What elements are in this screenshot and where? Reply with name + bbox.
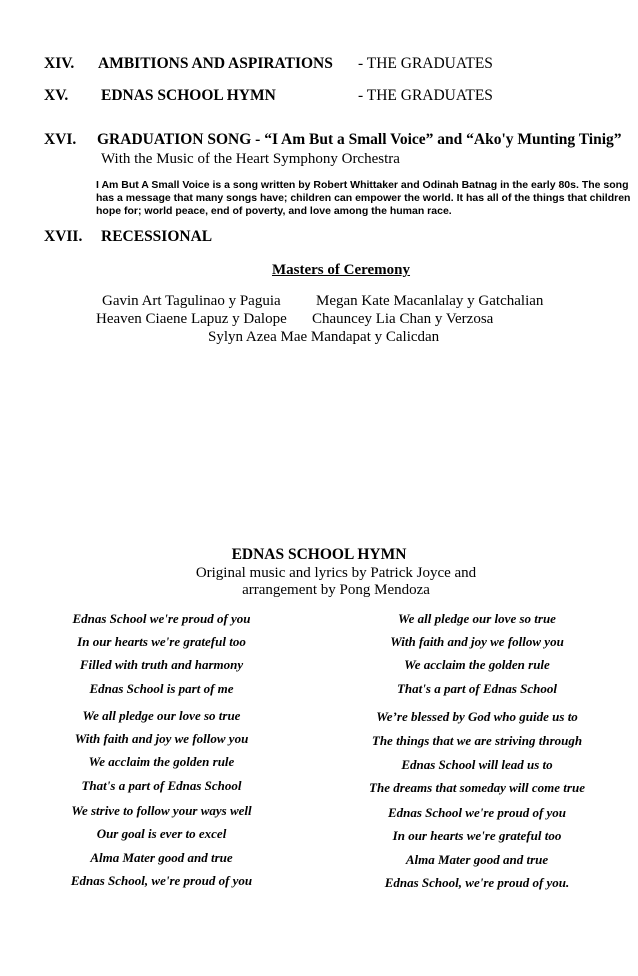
lyric-line: Ednas School will lead us to: [401, 757, 553, 772]
lyric-line: We all pledge our love so true: [82, 708, 241, 723]
lyric-line: We all pledge our love so true: [398, 611, 556, 626]
lyric-line: We acclaim the golden rule: [404, 657, 550, 672]
lyric-line: We strive to follow your ways well: [71, 803, 252, 818]
lyric-line: Filled with truth and harmony: [79, 657, 244, 672]
master-name: Chauncey Lia Chan y Verzosa: [312, 311, 494, 327]
program-num-14: XIV.: [44, 55, 75, 72]
program-performer-15: - THE GRADUATES: [358, 87, 493, 104]
lyric-line: That's a part of Ednas School: [81, 778, 242, 793]
lyric-line: Ednas School is part of me: [89, 681, 234, 696]
lyric-line: Ednas School we're proud of you: [387, 805, 567, 820]
program-title-15: EDNAS SCHOOL HYMN: [101, 87, 276, 104]
hymn-credit-line-1: Original music and lyrics by Patrick Joyce and: [195, 565, 477, 581]
program-num-17: XVII.: [44, 228, 83, 245]
master-name: Gavin Art Tagulinao y Paguia: [102, 293, 281, 309]
program-num-15: XV.: [44, 87, 69, 104]
master-name: Heaven Ciaene Lapuz y Dalope: [96, 311, 287, 327]
hymn-credit-line-2: arrangement by Pong Mendoza: [242, 582, 430, 598]
lyric-line: The things that we are striving through: [371, 733, 583, 748]
program-performer-14: - THE GRADUATES: [358, 55, 493, 72]
lyric-line: We’re blessed by God who guide us to: [376, 709, 578, 724]
song-note-line-1: I Am But A Small Voice is a song written by Robert Whittaker and Odinah Batnag in the early 80s. The song: [96, 179, 629, 191]
lyric-line: Alma Mater good and true: [90, 850, 233, 865]
hymn-title: EDNAS SCHOOL HYMN: [231, 546, 407, 563]
lyric-line: In our hearts we're grateful too: [77, 634, 246, 649]
lyric-line: In our hearts we're grateful too: [392, 828, 562, 843]
lyric-line: Ednas School we're proud of you: [72, 611, 251, 626]
program-num-16: XVI.: [44, 131, 77, 148]
lyric-line: We acclaim the golden rule: [88, 754, 235, 769]
lyric-line: Ednas School, we're proud of you: [70, 873, 253, 888]
master-name: Sylyn Azea Mae Mandapat y Calicdan: [208, 329, 440, 345]
lyric-line: That's a part of Ednas School: [396, 681, 557, 696]
lyric-line: With faith and joy we follow you: [390, 634, 564, 649]
lyric-line: Ednas School, we're proud of you.: [384, 875, 570, 890]
program-subtitle-16: With the Music of the Heart Symphony Orchestra: [101, 151, 400, 167]
song-note-line-3: hope for; world peace, end of poverty, and love among the human race.: [96, 205, 452, 217]
program-title-14: AMBITIONS AND ASPIRATIONS: [98, 55, 333, 72]
program-title-17: RECESSIONAL: [101, 228, 213, 245]
lyric-line: The dreams that someday will come true: [369, 780, 585, 795]
lyric-line: Alma Mater good and true: [405, 852, 549, 867]
lyric-line: Our goal is ever to excel: [96, 826, 227, 841]
lyric-line: With faith and joy we follow you: [74, 731, 249, 746]
song-note-line-2: has a message that many songs have; children can empower the world. It has all of the things that children: [96, 192, 631, 204]
program-title-16: GRADUATION SONG - “I Am But a Small Voice” and “Ako'y Munting Tinig”: [97, 131, 622, 148]
masters-heading: Masters of Ceremony: [272, 262, 411, 278]
master-name: Megan Kate Macanlalay y Gatchalian: [316, 293, 544, 309]
